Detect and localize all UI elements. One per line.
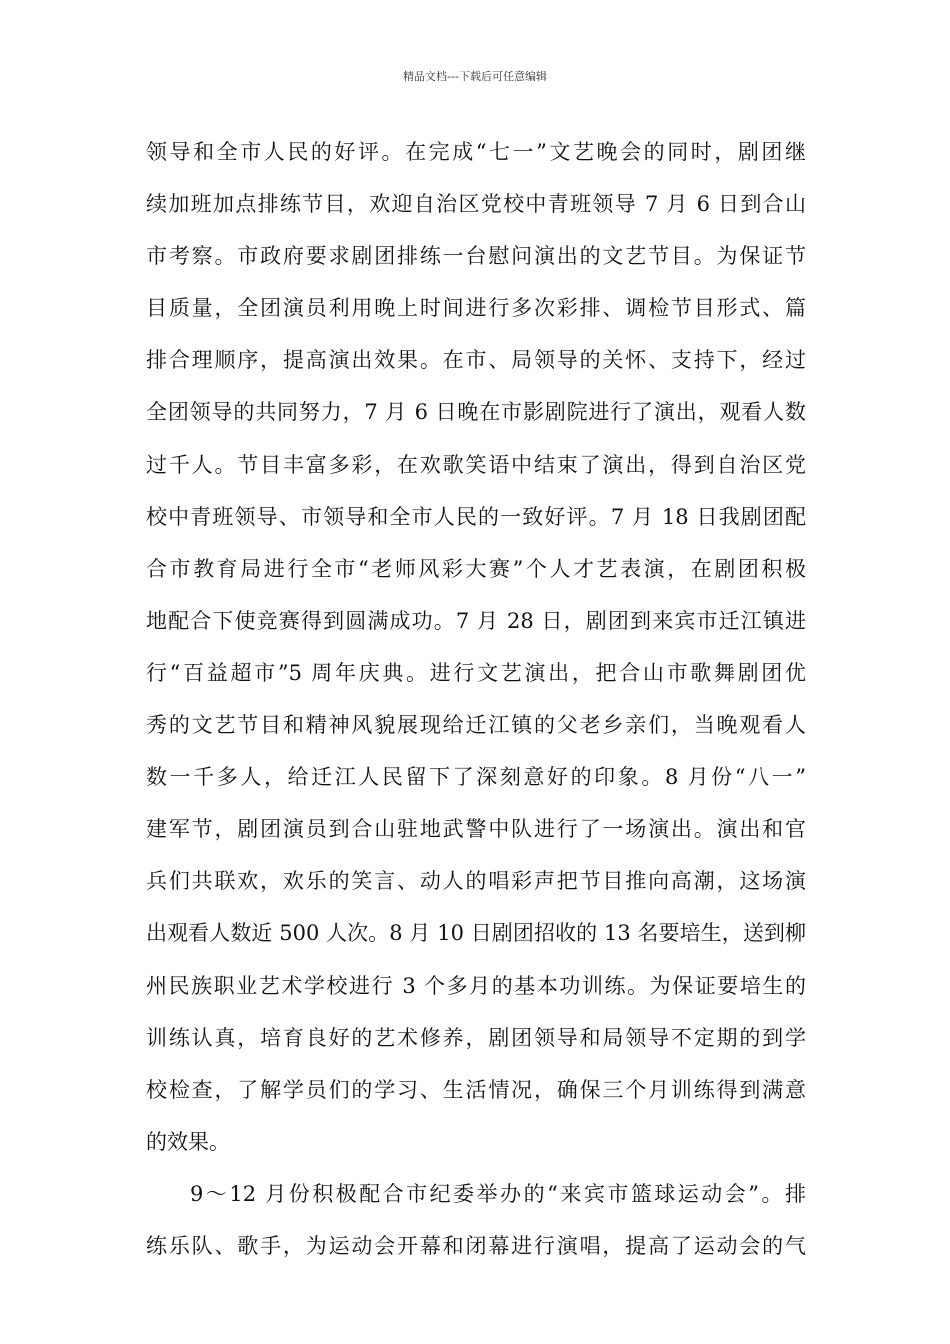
- text-line: 过千人。节目丰富多彩，在欢歌笑语中结束了演出，得到自治区党: [146, 452, 806, 477]
- text-line: 合市教育局进行全市“老师风彩大赛”个人才艺表演，在剧团积极: [146, 556, 806, 581]
- text-line: 续加班加点排练节目，欢迎自治区党校中青班领导 7 月 6 日到合山: [146, 192, 806, 217]
- text-line: 训练认真，培育良好的艺术修养，剧团领导和局领导不定期的到学: [146, 1025, 806, 1050]
- text-line: 数一千多人，给迁江人民留下了深刻意好的印象。8 月份“八一”: [146, 765, 806, 790]
- text-line: 校中青班领导、市领导和全市人民的一致好评。7 月 18 日我剧团配: [146, 504, 806, 529]
- text-line: 州民族职业艺术学校进行 3 个多月的基本功训练。为保证要培生的: [146, 973, 806, 998]
- text-line: 的效果。: [146, 1129, 230, 1154]
- text-line: 目质量，全团演员利用晚上时间进行多次彩排、调检节目形式、篇: [146, 296, 806, 321]
- text-line: 行“百益超市”5 周年庆典。进行文艺演出，把合山市歌舞剧团优: [146, 660, 806, 685]
- text-line: 出观看人数近 500 人次。8 月 10 日剧团招收的 13 名要培生，送到柳: [146, 921, 806, 946]
- text-line: 校检查，了解学员们的学习、生活情况，确保三个月训练得到满意: [146, 1077, 806, 1102]
- document-body: [146, 126, 806, 1272]
- text-line: 地配合下使竞赛得到圆满成功。7 月 28 日，剧团到来宾市迁江镇进: [146, 608, 806, 633]
- page-header: 精品文档---下载后可任意编辑: [403, 70, 547, 83]
- text-line: 9～12 月份积极配合市纪委举办的“来宾市篮球运动会”。排: [190, 1181, 806, 1206]
- text-line: 市考察。市政府要求剧团排练一台慰问演出的文艺节目。为保证节: [146, 244, 806, 269]
- text-line: 练乐队、歌手，为运动会开幕和闭幕进行演唱，提高了运动会的气: [146, 1233, 806, 1258]
- text-line: 领导和全市人民的好评。在完成“七一”文艺晚会的同时，剧团继: [146, 140, 806, 164]
- text-line: 建军节，剧团演员到合山驻地武警中队进行了一场演出。演出和官: [146, 817, 806, 842]
- text-line: 排合理顺序，提高演出效果。在市、局领导的关怀、支持下，经过: [146, 348, 806, 373]
- text-line: 秀的文艺节目和精神风貌展现给迁江镇的父老乡亲们，当晚观看人: [146, 713, 806, 738]
- text-line: 兵们共联欢，欢乐的笑言、动人的唱彩声把节目推向高潮，这场演: [146, 869, 806, 894]
- text-line: 全团领导的共同努力，7 月 6 日晚在市影剧院进行了演出，观看人数: [146, 400, 806, 425]
